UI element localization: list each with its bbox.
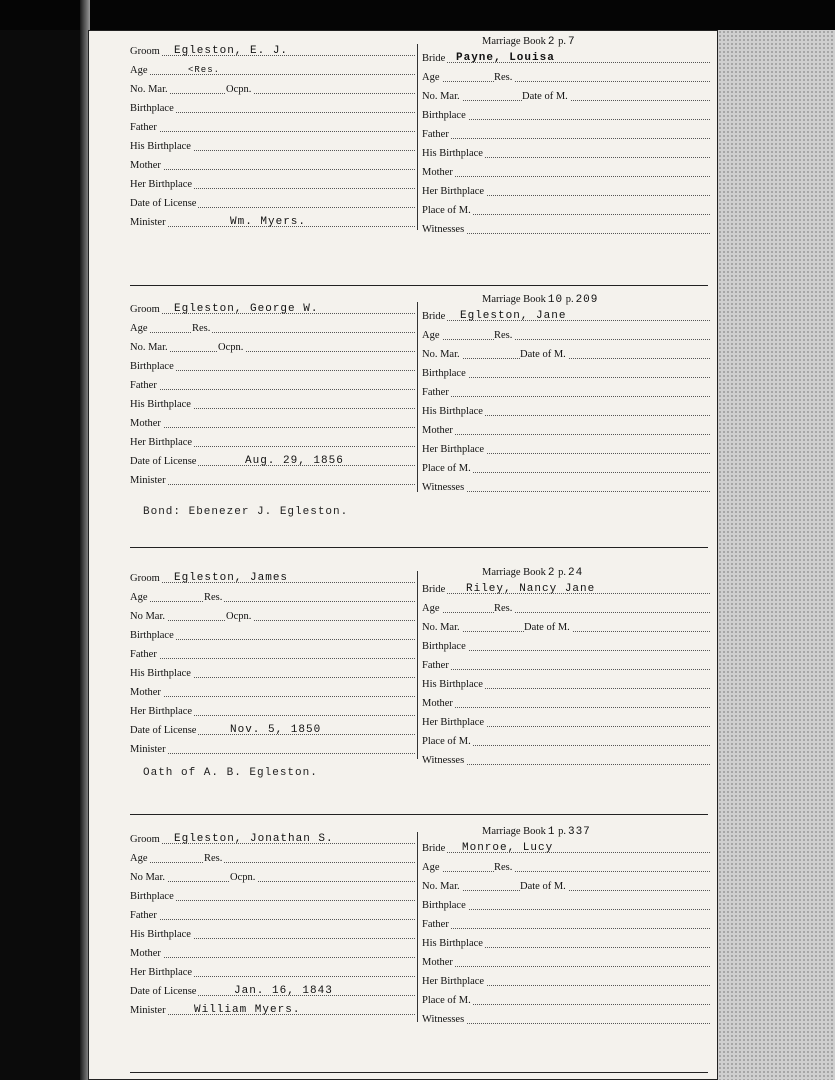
bride-row: Bride Payne, Louisa [422,49,710,68]
groom-column: Groom Egleston, George W. Age Res. No. Mar. Ocpn. Birthplace Father His Birthplace Mother Her Birthplace Date of License Aug. 29, 1856 Minister [130,300,415,490]
record-divider [130,285,708,286]
groom-minister: Wm. Myers. [230,216,307,228]
groom-nomar-row: No. Mar. Ocpn. [130,80,415,99]
scan-border-top [0,0,835,30]
groom-name: Egleston, James [174,572,289,584]
license-date: Aug. 29, 1856 [245,455,344,467]
groom-birthplace-row: Birthplace [130,99,415,118]
groom-license-row: Date of License [130,194,415,213]
groom-column: Groom Egleston, James Age Res. No Mar. Ocpn. Birthplace Father His Birthplace Mother Her Birthplace Date of License Nov. 5, 1850 Minister [130,569,415,759]
bride-column: Marriage Book 1 p. 337 Bride Monroe, Lucy Age Res. No. Mar. Date of M. Birthplace Father His Birthplace Mother Her Birthplace Place of M. Witnesses [422,824,710,1029]
bride-column: Marriage Book 10 p. 209 Bride Egleston, Jane Age Res. No. Mar. Date of M. Birthplace Father His Birthplace Mother Her Birthplace Place of M. Witnesses [422,292,710,497]
bride-name: Monroe, Lucy [462,842,554,854]
bride-name: Riley, Nancy Jane [466,583,596,595]
groom-age-row: Age <Res. [130,61,415,80]
marriage-book-row: Marriage Book 2 p. 7 [482,36,576,48]
groom-father-row: Father [130,118,415,137]
groom-name: Egleston, Jonathan S. [174,833,334,845]
license-date: Jan. 16, 1843 [234,985,333,997]
record-note: Oath of A. B. Egleston. [143,767,318,779]
record-divider [130,1072,708,1073]
groom-minister-row: Minister Wm. Myers. [130,213,415,232]
groom-row: Groom Egleston, E. J. [130,42,415,61]
bride-name: Egleston, Jane [460,310,567,322]
bride-column: Marriage Book 2 p. 24 Bride Riley, Nancy Jane Age Res. No. Mar. Date of M. Birthplace Father His Birthplace Mother Her Birthplace Place of M. Witnesses [422,565,710,770]
groom-column [130,42,415,232]
license-date: Nov. 5, 1850 [230,724,322,736]
groom-mother-row: Mother [130,156,415,175]
bride-column: Marriage Book 2 p. 7 Bride Payne, Louisa Age Res. No. Mar. Date of M. Birthplace Father His Birthplace Mother Her Birthplace Place of M. Witnesses [422,34,710,239]
record-divider [130,547,708,548]
groom-his-birthplace-row: His Birthplace [130,137,415,156]
groom-minister: William Myers. [194,1004,301,1016]
groom-name: Egleston, George W. [174,303,319,315]
groom-name: Egleston, E. J. [174,45,289,57]
record-note: Bond: Ebenezer J. Egleston. [143,506,349,518]
record-divider [130,814,708,815]
groom-age: <Res. [188,65,221,75]
groom-her-birthplace-row: Her Birthplace [130,175,415,194]
scan-border-right [718,30,835,1080]
groom-column: Groom Egleston, Jonathan S. Age Res. No Mar. Ocpn. Birthplace Father His Birthplace Mother Her Birthplace Date of License Jan. 16, 1843 Minister William Myers. [130,830,415,1020]
bride-name: Payne, Louisa [456,52,555,64]
